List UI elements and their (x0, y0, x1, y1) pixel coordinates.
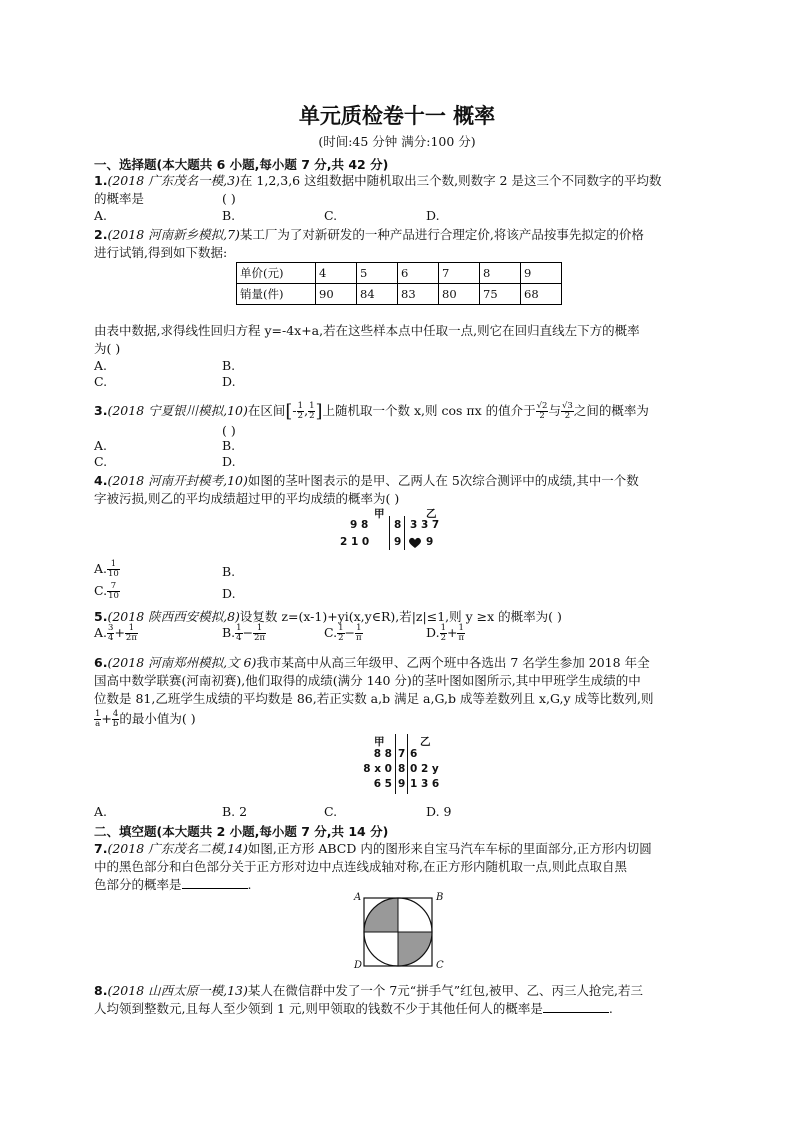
option-c: C. (324, 804, 338, 819)
option-d: D. (222, 454, 236, 469)
vertex-label-a: A (354, 892, 362, 903)
leaf-right: 0 2 y (410, 763, 439, 775)
numerator: 1 (253, 624, 266, 634)
option-b: B. (222, 438, 236, 453)
question-2-line2: 进行试销,得到如下数据: (94, 245, 228, 260)
fraction (297, 402, 304, 421)
question-8-line2 (94, 1000, 613, 1017)
question-1-line1 (94, 172, 661, 189)
option-a (94, 624, 138, 643)
option-c (94, 582, 120, 601)
table-cell: 84 (357, 284, 398, 305)
question-1-line2: 的概率是 (94, 191, 145, 206)
option-b: B. (222, 208, 236, 223)
denominator: 2 (564, 411, 571, 421)
leaf-right: 1 3 6 (410, 778, 440, 790)
answer-paren: ( ) (222, 423, 236, 438)
stem-value: 9 (394, 536, 402, 548)
denominator: 2π (125, 633, 137, 643)
numerator: 7 (107, 582, 120, 592)
denominator: 2π (254, 633, 266, 643)
option-b: B. 2 (222, 804, 248, 819)
question-number: 6. (94, 655, 108, 670)
denominator: 2 (440, 633, 446, 643)
question-6-line3: 位数是 81,乙班学生成绩的平均数是 86,若正实数 a,b 满足 a,G,b 成等差数列且 x,G,y 成等比数列,则 (94, 691, 654, 706)
question-number: 8. (94, 983, 108, 998)
table-cell: 8 (480, 263, 521, 284)
leaf-right: 9 (426, 536, 434, 548)
question-source: (2018 广东茂名二模,14) (107, 841, 248, 856)
table-cell: 68 (521, 284, 562, 305)
numerator: √2 (536, 401, 548, 411)
price-sales-table (236, 262, 562, 305)
answer-paren: ( ) (222, 191, 236, 206)
denominator: 2 (297, 411, 304, 421)
operator: − (344, 625, 355, 640)
period: . (247, 877, 252, 892)
leaf-right: 6 (410, 748, 418, 760)
question-6-line2: 国高中数学联赛(河南初赛),他们取得的成绩(满分 140 分)的茎叶图如图所示,其中甲班学生成绩的中 (94, 673, 641, 688)
option-c (324, 624, 363, 643)
question-text: 我市某高中从高三年级甲、乙两个班中各选出 7 名学生参加 2018 年全 (256, 655, 650, 670)
denominator: 2 (309, 411, 315, 421)
question-text: 在 1,2,3,6 这组数据中随机取出三个数,则数字 2 是这三个不同数字的平均数 (239, 173, 662, 188)
question-8-line1 (94, 982, 643, 999)
operator: + (446, 625, 458, 640)
bracket-left: [ (285, 401, 293, 422)
question-6-line1 (94, 654, 650, 671)
numerator: 4 (112, 709, 119, 719)
fraction (107, 582, 120, 601)
question-text: 之间的概率为 (573, 403, 649, 418)
operator: − (242, 625, 254, 640)
leaf-left: 2 1 0 (340, 536, 370, 548)
leaf-right: 3 3 7 (410, 519, 440, 531)
numerator: 1 (95, 709, 101, 719)
numerator: 1 (309, 401, 315, 411)
option-label: A. (94, 561, 108, 576)
denominator: 4 (236, 633, 242, 643)
option-a: A. (94, 208, 108, 223)
question-2-line1 (94, 226, 644, 243)
numerator: 1 (338, 623, 344, 633)
table-cell: 90 (316, 284, 357, 305)
question-4-line1 (94, 472, 639, 489)
stem-divider (389, 516, 390, 550)
stem-value: 9 (398, 778, 406, 790)
table-cell: 83 (398, 284, 439, 305)
option-c: C. (94, 374, 108, 389)
smudge-icon (408, 536, 422, 552)
question-7-line3 (94, 876, 252, 893)
fraction (107, 560, 120, 579)
fraction (536, 402, 549, 421)
option-label: D. (426, 625, 440, 640)
question-source: (2018 河南开封模考,10) (107, 473, 248, 488)
question-text: 人均领到整数元,且每人至少领到 1 元,则甲领取的钱数不少于其他任何人的概率是 (94, 1001, 543, 1016)
question-7-line1 (94, 840, 652, 857)
leaf-left: 6 5 (373, 778, 392, 790)
option-b (222, 624, 266, 643)
label-yi: 乙 (420, 736, 431, 748)
vertex-label-d: D (354, 960, 363, 971)
question-text: 某工厂为了对新研发的一种产品进行合理定价,将该产品按事先拟定的价格 (239, 227, 644, 242)
question-number: 4. (94, 473, 108, 488)
option-a: A. (94, 804, 108, 819)
answer-blank (182, 876, 248, 889)
numerator: 1 (458, 623, 464, 633)
stem-value: 8 (394, 519, 402, 531)
table-cell: 6 (398, 263, 439, 284)
fraction (561, 402, 574, 421)
operator: + (114, 625, 125, 640)
stem-leaf-plot-q6 (360, 734, 470, 794)
fraction (253, 624, 266, 643)
option-b: B. (222, 358, 236, 373)
leaf-left: 8 8 (373, 748, 392, 760)
option-a (94, 560, 120, 579)
fraction (440, 624, 447, 643)
label-jia: 甲 (374, 736, 385, 748)
question-2-line3: 由表中数据,求得线性回归方程 y=-4x+a,若在这些样本点中任取一点,则它在回归直线左下方的概率 (94, 323, 640, 338)
fraction (337, 624, 344, 643)
leaf-left: 9 8 (350, 519, 369, 531)
table-cell: 销量(件) (237, 284, 316, 305)
question-4-line2: 字被污损,则乙的平均成绩超过甲的平均成绩的概率为( ) (94, 491, 400, 506)
question-text: 的最小值为( ) (119, 711, 196, 726)
vertex-label-b: B (436, 892, 444, 903)
vertex-label-c: C (436, 960, 444, 971)
numerator: √3 (561, 401, 573, 411)
denominator: b (112, 719, 119, 729)
numerator: 1 (440, 623, 446, 633)
numerator: 1 (236, 623, 242, 633)
stem-divider (407, 734, 408, 794)
option-b: B. (222, 564, 236, 579)
option-d: D. (222, 586, 236, 601)
stem-leaf-plot-q4 (340, 506, 460, 552)
stem-divider (404, 516, 405, 550)
question-5-line1 (94, 608, 562, 625)
page-subtitle: (时间:45 分钟 满分:100 分) (318, 134, 476, 149)
bracket-right: ] (315, 401, 323, 422)
question-number: 1. (94, 173, 108, 188)
question-number: 2. (94, 227, 108, 242)
question-text: 与 (548, 403, 561, 418)
fraction (355, 624, 363, 643)
minus-sign: - (292, 403, 297, 418)
numerator: 3 (108, 623, 114, 633)
stem-divider (395, 734, 396, 794)
square-circle-figure (352, 892, 452, 972)
question-source: (2018 广东茂名一模,3) (107, 173, 240, 188)
denominator: 4 (108, 633, 114, 643)
question-source: (2018 陕西西安模拟,8) (107, 609, 240, 624)
table-cell: 9 (521, 263, 562, 284)
stem-value: 7 (398, 748, 406, 760)
question-text: 色部分的概率是 (94, 877, 182, 892)
option-d: D. (222, 374, 236, 389)
table-row (237, 284, 562, 305)
option-c: C. (94, 454, 108, 469)
question-source: (2018 河南郑州模拟,文 6) (107, 655, 257, 670)
table-cell: 4 (316, 263, 357, 284)
period: . (608, 1001, 613, 1016)
table-cell: 7 (439, 263, 480, 284)
fraction (457, 624, 465, 643)
question-7-line2: 中的黑色部分和白色部分关于正方形对边中点连线成轴对称,在正方形内随机取一点,则此点取自黑 (94, 859, 627, 874)
question-text: 上随机取一个数 x,则 cos πx 的值介于 (322, 403, 536, 418)
question-source: (2018 山西太原一模,13) (107, 983, 248, 998)
question-text: 设复数 z=(x-1)+yi(x,y∈R),若|z|≤1,则 y ≥x 的概率为( ) (239, 609, 562, 624)
numerator: 1 (107, 560, 120, 570)
question-number: 7. (94, 841, 108, 856)
label-jia: 甲 (374, 508, 385, 520)
page-title: 单元质检卷十一 概率 (298, 104, 496, 128)
fraction (125, 624, 138, 643)
denominator: 10 (108, 591, 119, 601)
option-label: A. (94, 625, 108, 640)
denominator: 2 (539, 411, 545, 421)
table-cell: 75 (480, 284, 521, 305)
table-cell: 5 (357, 263, 398, 284)
option-d: D. (426, 208, 440, 223)
option-label: C. (324, 625, 338, 640)
label-yi: 乙 (426, 508, 437, 520)
answer-blank (543, 1000, 609, 1013)
section-heading-fill: 二、填空题(本大题共 2 小题,每小题 7 分,共 14 分) (94, 824, 389, 839)
denominator: 10 (108, 569, 119, 579)
section-heading-choice: 一、选择题(本大题共 6 小题,每小题 7 分,共 42 分) (94, 157, 389, 172)
stem-value: 8 (398, 763, 406, 775)
denominator: a (95, 719, 101, 729)
question-text: 如图,正方形 ABCD 内的图形来自宝马汽车车标的里面部分,正方形内切圆 (247, 841, 652, 856)
option-label: B. (222, 625, 236, 640)
denominator: π (458, 633, 465, 643)
question-3-line1 (94, 402, 649, 421)
table-row (237, 263, 562, 284)
question-text: 某人在微信群中发了一个 7元“拼手气”红包,被甲、乙、丙三人抢完,若三 (247, 983, 644, 998)
table-cell: 单价(元) (237, 263, 316, 284)
fraction (235, 624, 242, 643)
numerator: 1 (125, 624, 138, 634)
denominator: 2 (338, 633, 344, 643)
question-number: 5. (94, 609, 108, 624)
option-d (426, 624, 465, 643)
option-a: A. (94, 438, 108, 453)
option-a: A. (94, 358, 108, 373)
question-2-line4: 为( ) (94, 341, 121, 356)
table-cell: 80 (439, 284, 480, 305)
numerator: 1 (297, 401, 304, 411)
option-d: D. 9 (426, 804, 452, 819)
question-source: (2018 宁夏银川模拟,10) (107, 403, 248, 418)
question-source: (2018 河南新乡模拟,7) (107, 227, 240, 242)
question-text: 在区间 (247, 403, 286, 418)
numerator: 1 (356, 623, 362, 633)
question-text: 如图的茎叶图表示的是甲、乙两人在 5次综合测评中的成绩,其中一个数 (247, 473, 639, 488)
operator: + (101, 711, 112, 726)
comma: , (304, 403, 309, 418)
leaf-left: 8 x 0 (363, 763, 392, 775)
option-label: C. (94, 583, 108, 598)
question-6-line4 (94, 710, 196, 729)
denominator: π (356, 633, 362, 643)
question-number: 3. (94, 403, 108, 418)
option-c: C. (324, 208, 338, 223)
